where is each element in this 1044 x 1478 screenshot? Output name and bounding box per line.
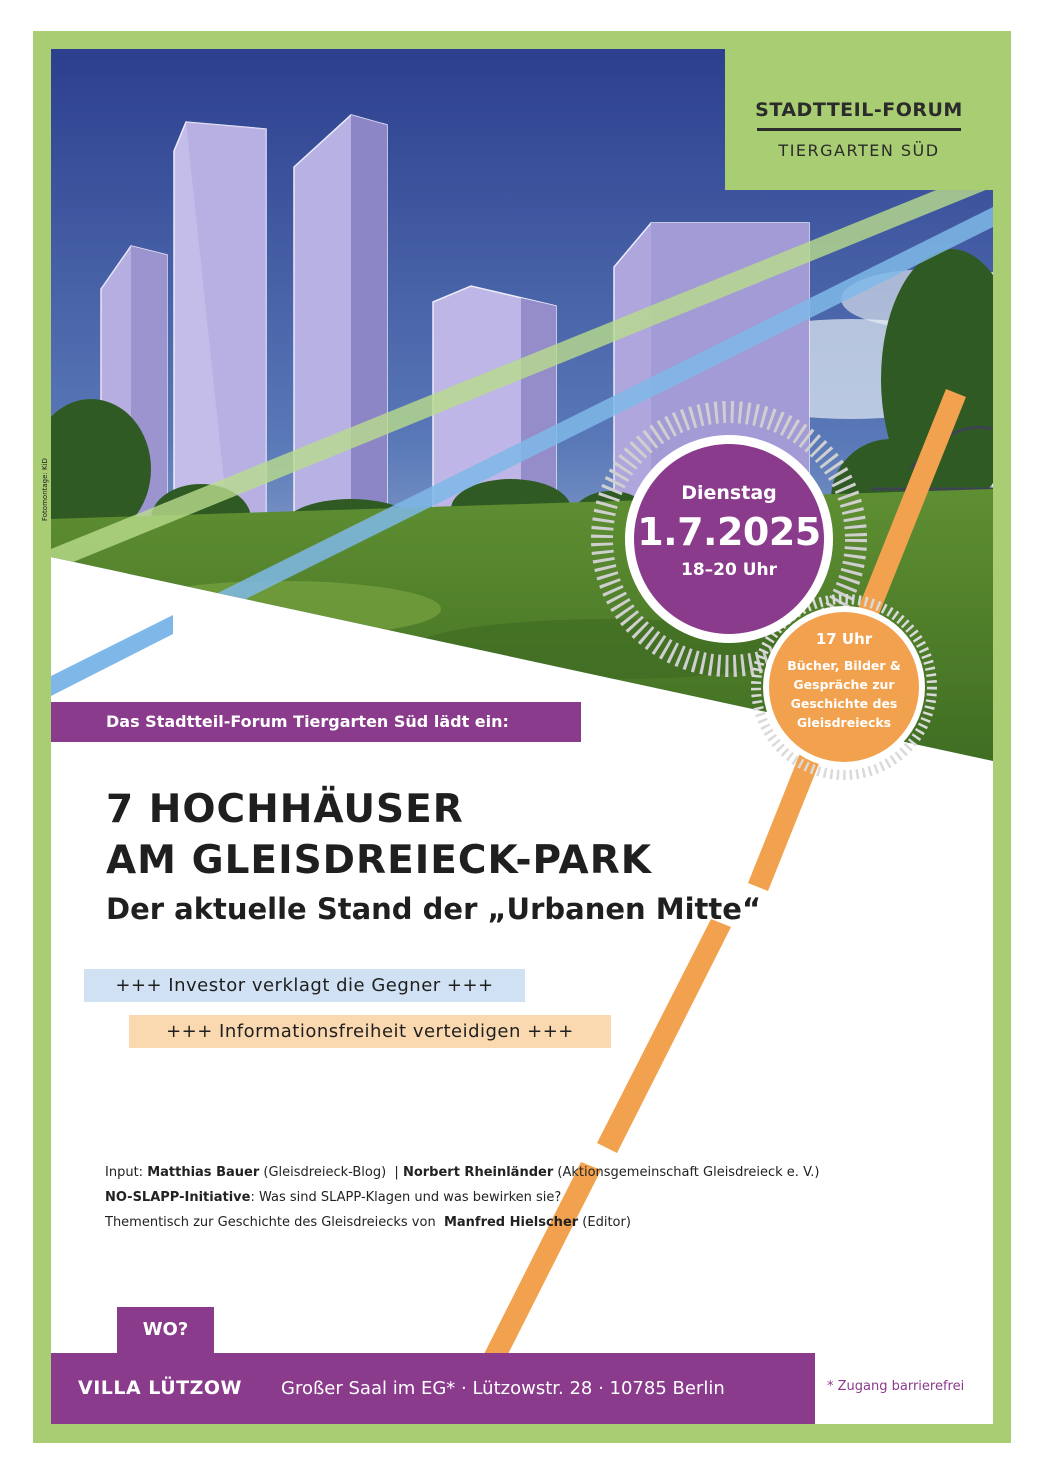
where-label: WO?	[117, 1307, 214, 1353]
date-badge	[634, 444, 824, 634]
headline-subtitle: Der aktuelle Stand der „Urbanen Mitte“	[106, 892, 762, 926]
program-line-noslapp: NO-SLAPP-Initiative: Was sind SLAPP-Klagen und was bewirken sie?	[105, 1190, 562, 1205]
logo-divider	[757, 128, 961, 131]
program-details	[105, 1160, 820, 1235]
accessibility-note: * Zugang barrierefrei	[827, 1379, 965, 1394]
headline-line-1: 7 HOCHHÄUSER	[106, 787, 464, 832]
pre-event-badge	[769, 612, 919, 762]
stadtteil-forum-logo	[725, 49, 993, 190]
tag-informationsfreiheit: +++ Informationsfreiheit verteidigen +++	[129, 1015, 611, 1048]
venue-name: VILLA LÜTZOW	[78, 1377, 243, 1399]
headline	[106, 784, 761, 926]
photo-credit: Fotomontage: KiD	[41, 458, 49, 521]
pre-event-text: Bücher, Bilder & Gespräche zur Geschichte des Gleisdreiecks	[787, 658, 901, 730]
venue-bar	[51, 1353, 815, 1424]
logo-line-1: STADTTEIL-FORUM	[755, 99, 963, 121]
date-weekday: Dienstag	[681, 482, 777, 504]
poster	[41, 49, 993, 1424]
date-time: 18–20 Uhr	[680, 560, 778, 580]
program-line-thementisch: Thementisch zur Geschichte des Gleisdreiecks von Manfred Hielscher (Editor)	[105, 1215, 631, 1230]
logo-line-2: TIERGARTEN SÜD	[778, 141, 940, 160]
tag-investor: +++ Investor verklagt die Gegner +++	[84, 969, 525, 1002]
venue-address: Großer Saal im EG* · Lützowstr. 28 · 10785 Berlin	[281, 1378, 725, 1399]
tower-3	[294, 115, 387, 549]
program-line-input: Input: Matthias Bauer (Gleisdreieck-Blog) | Norbert Rheinländer (Aktionsgemeinschaft Gleisdreieck e. V.)	[105, 1165, 820, 1180]
invitation-banner: Das Stadtteil-Forum Tiergarten Süd lädt ein:	[51, 702, 581, 742]
pre-event-time: 17 Uhr	[815, 630, 873, 648]
date-value: 1.7.2025	[637, 510, 821, 554]
headline-line-2: AM GLEISDREIECK-PARK	[106, 838, 652, 883]
